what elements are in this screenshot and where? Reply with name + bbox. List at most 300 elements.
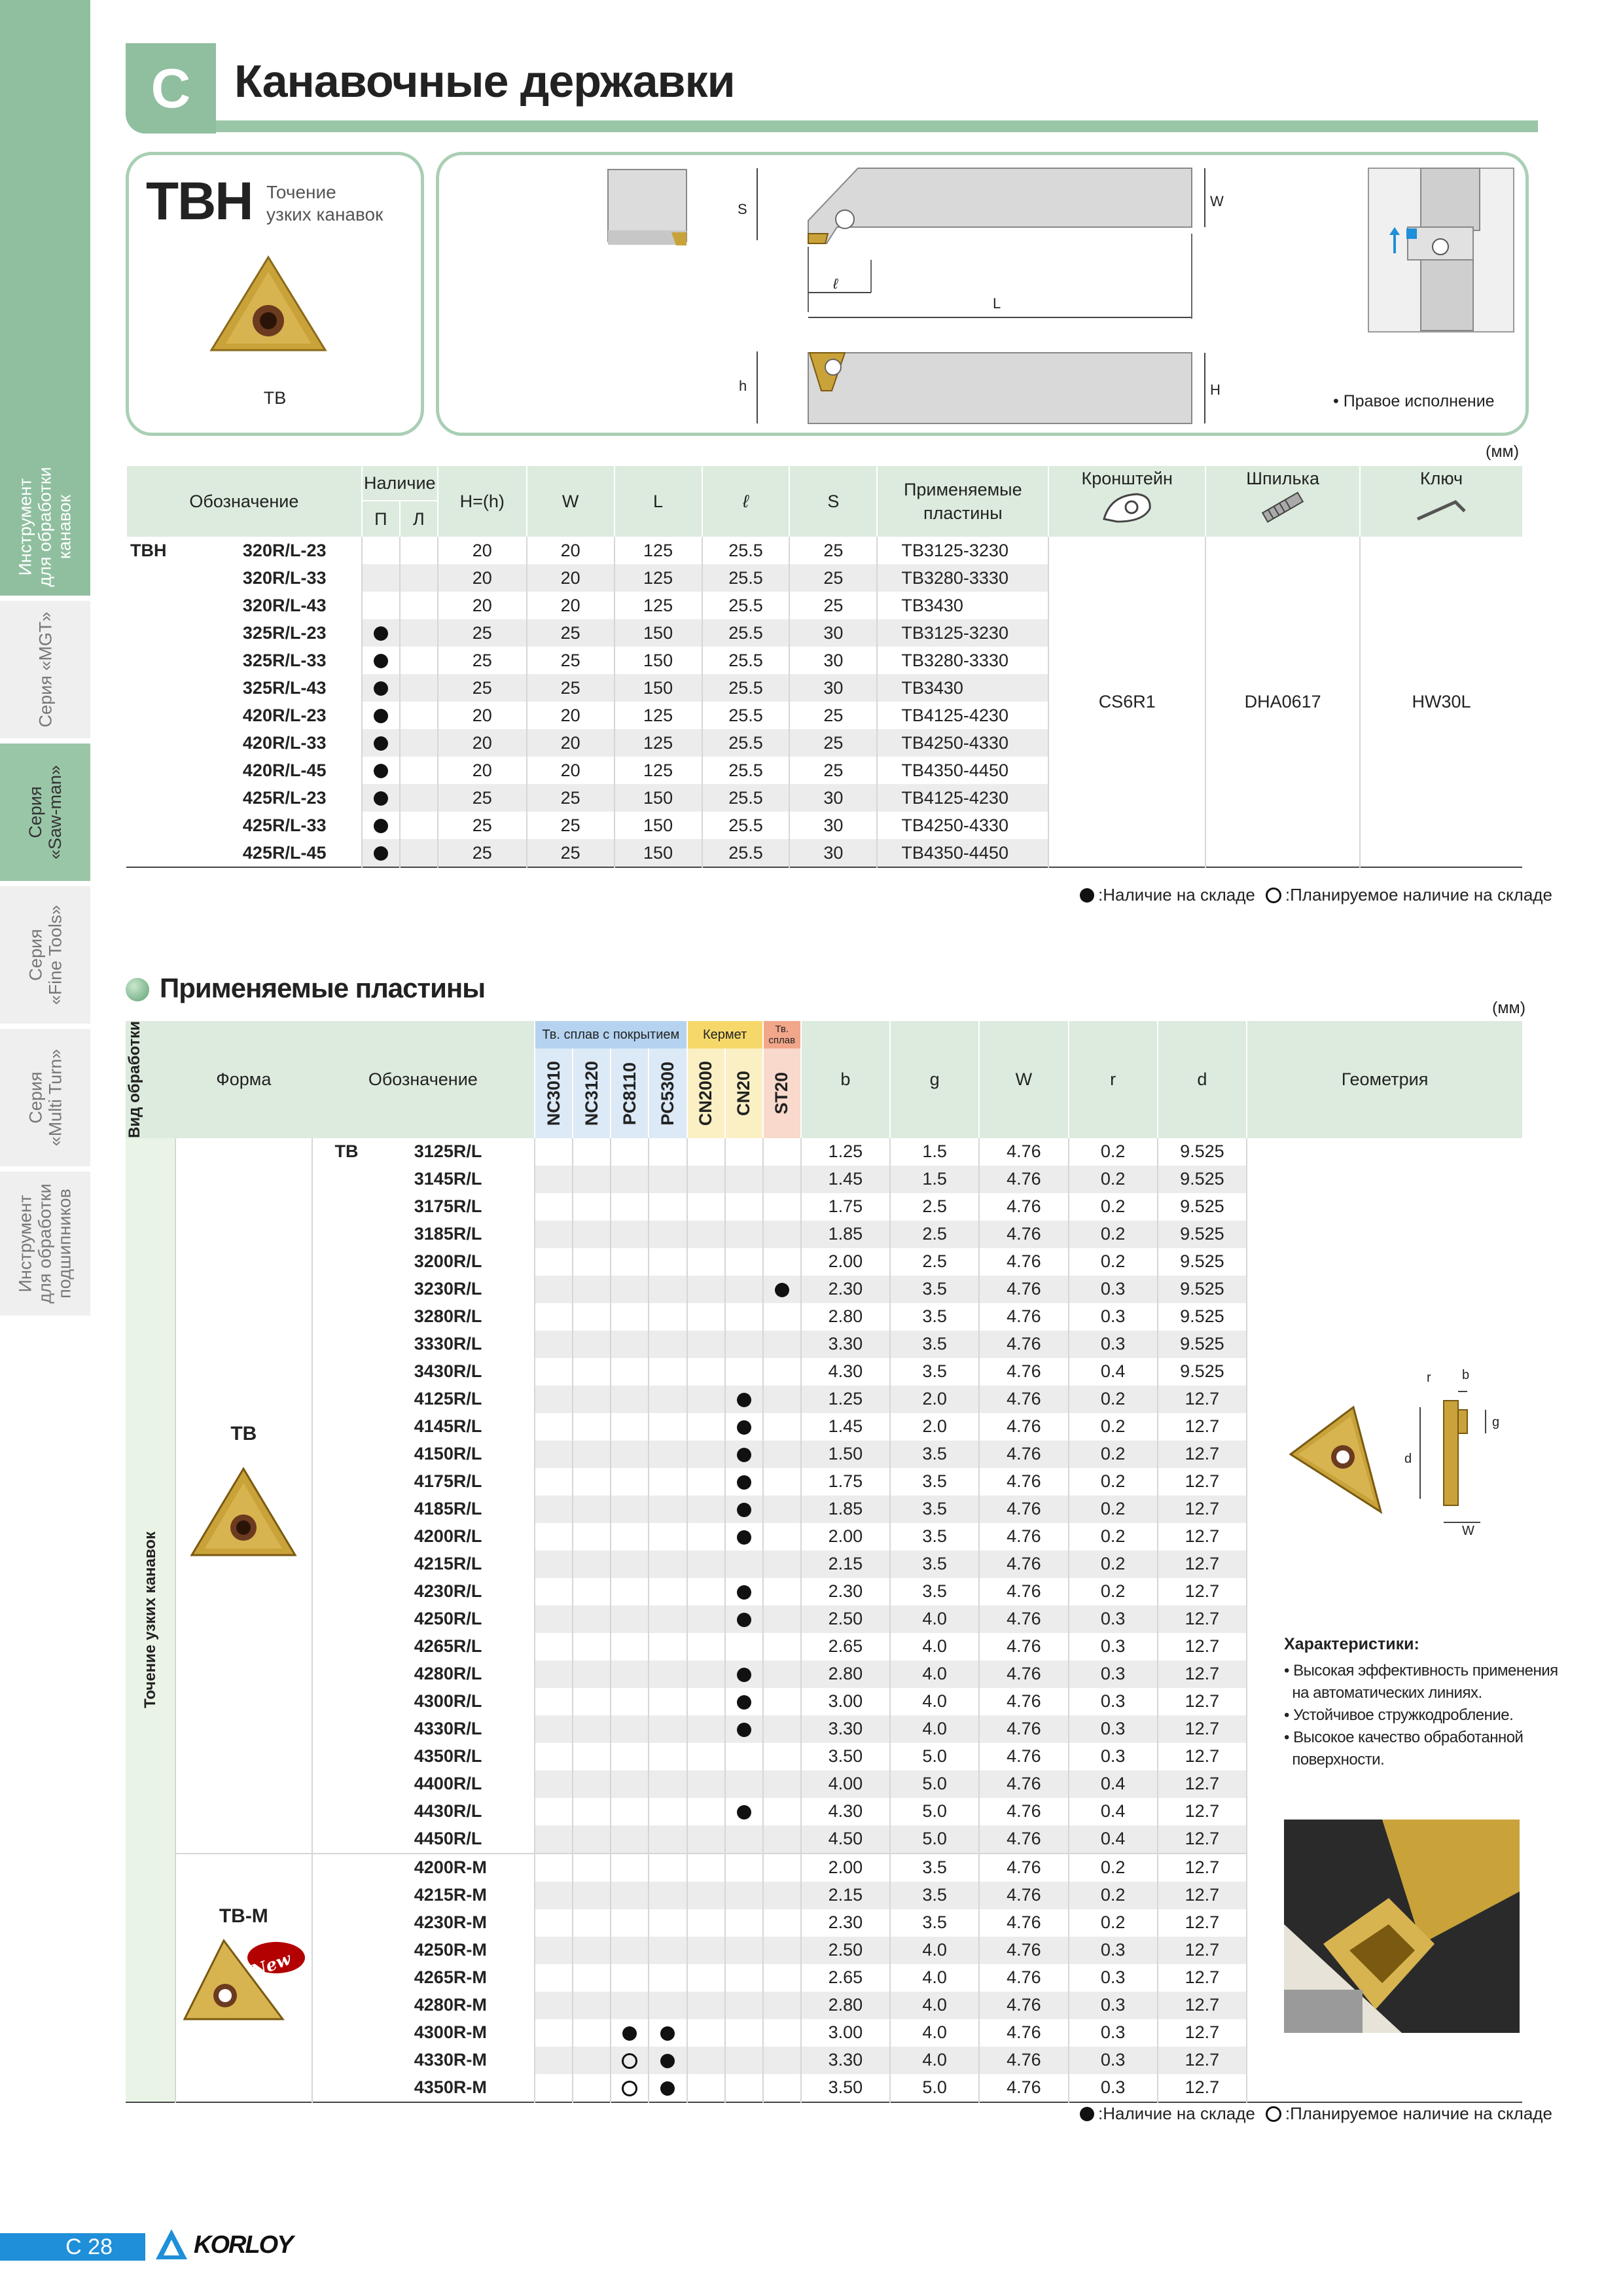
th-d: d [1158,1021,1247,1138]
grade-cell [725,1715,763,1743]
row-w2: 4.76 [979,1386,1068,1413]
row-g: 3.5 [890,1276,979,1303]
holder-table [126,466,1522,868]
in-stock-dot-icon [775,1283,789,1297]
row-g: 2.5 [890,1248,979,1276]
row-avail-p [362,674,400,702]
grade-cell [649,1715,687,1743]
row-w: 25 [527,839,615,867]
grade-cell [687,1605,725,1633]
grade-cell [649,1937,687,1964]
row-lsmall: 25.5 [702,674,790,702]
grade-cell [611,2047,649,2074]
grade-cell [611,1386,649,1413]
th-key-label: Ключ [1419,469,1463,488]
grade-cell [687,1578,725,1605]
row-w2: 4.76 [979,1358,1068,1386]
row-w: 20 [527,702,615,729]
grade-cell [763,2074,801,2102]
grade-cell [573,1798,611,1825]
row-d: 12.7 [1158,1825,1247,1854]
row-L: 150 [615,647,702,674]
grade-cell [649,1551,687,1578]
row-avail-l [400,784,438,812]
row-r: 0.3 [1069,1715,1158,1743]
row-d: 12.7 [1158,1633,1247,1660]
sidebar-tab-finetools[interactable] [0,886,90,1024]
grade-cell [687,1303,725,1331]
sidebar-tab-line: Инструмент [16,478,36,576]
row-code2: 4400R/L [414,1774,482,1794]
grade-cell [725,1660,763,1688]
grade-cell [763,1386,801,1413]
row-r: 0.3 [1069,2074,1158,2102]
row-r: 0.2 [1069,1468,1158,1496]
grade-cell [687,1496,725,1523]
grade-cell [611,1248,649,1276]
grade-label: NC3120 [581,1061,601,1126]
legend-ring-icon [1266,888,1281,903]
grade-cell [535,1882,573,1909]
sidebar-tab-line: Серия [26,1071,46,1124]
sidebar-tab-multiturn[interactable] [0,1029,90,1166]
row-d: 12.7 [1158,1743,1247,1770]
grade-cell [535,1523,573,1551]
row-d: 12.7 [1158,1441,1247,1468]
row-code2: 3430R/L [414,1361,482,1382]
in-stock-dot-icon [737,1695,751,1710]
th-S: S [789,466,877,537]
product-code: TBH [146,171,253,231]
sidebar-tab-sawman-text [26,765,65,859]
grade-cell [649,1468,687,1496]
row-prefix2 [312,1193,404,1221]
in-stock-dot-icon [374,791,388,806]
grade-cell [687,1660,725,1688]
row-code2: 3145R/L [414,1169,482,1189]
row-b: 2.00 [801,1523,890,1551]
row-prefix2 [312,1688,404,1715]
grade-cell [611,1715,649,1743]
row-g: 3.5 [890,1358,979,1386]
sidebar-tab-grooving[interactable] [0,0,90,458]
row-d: 12.7 [1158,1909,1247,1937]
grade-cell [687,1633,725,1660]
row-h: 20 [438,702,527,729]
grade-cell [535,1660,573,1688]
grade-cell [535,1248,573,1276]
insert-row [126,1138,1522,1166]
legend-stock: :Наличие на складе [1098,885,1255,905]
row-d: 12.7 [1158,1798,1247,1825]
geo-b: b [1462,1368,1470,1382]
grade-cell [611,1909,649,1937]
row-lsmall: 25.5 [702,592,790,619]
sidebar-tab-bearing[interactable] [0,1172,90,1316]
row-lsmall: 25.5 [702,757,790,784]
grade-cell [573,1992,611,2019]
grade-cell [611,1605,649,1633]
th-coated: Тв. сплав с покрытием [535,1021,687,1049]
grade-cell [649,1221,687,1248]
row-code: 325R/L-43 [242,677,327,698]
row-g: 4.0 [890,2019,979,2047]
planned-ring-icon [622,2053,637,2069]
legend-stock-2: :Наличие на складе [1098,2104,1255,2123]
sidebar-tab-mgt[interactable] [0,601,90,738]
legend-ring-icon [1266,2106,1281,2122]
grade-cell [725,1248,763,1276]
grade-cell [649,1358,687,1386]
grade-cell [535,2074,573,2102]
grade-cell [611,1770,649,1798]
grade-cell [725,1221,763,1248]
row-prefix2 [312,1633,404,1660]
sidebar-tab-line: «Fine Tools» [45,905,65,1005]
row-b: 2.80 [801,1660,890,1688]
grade-cell [649,1660,687,1688]
row-avail-p [362,812,400,839]
row-r: 0.2 [1069,1551,1158,1578]
sidebar-tab-line: для обработки [35,1183,56,1304]
th-designation: Обозначение [126,466,362,537]
row-w2: 4.76 [979,1688,1068,1715]
in-stock-dot-icon [737,1475,751,1490]
geo-g: g [1492,1415,1500,1429]
row-g: 3.5 [890,1551,979,1578]
grade-cell [763,1441,801,1468]
grade-cell [649,1688,687,1715]
row-code2: 4230R/L [414,1581,482,1602]
row-b: 1.50 [801,1441,890,1468]
row-h: 20 [438,729,527,757]
th-l: Л [400,501,438,537]
grade-cell [535,1551,573,1578]
grade-cell [687,1331,725,1358]
th-carbide: Тв. сплав [763,1021,801,1049]
grade-cell [573,2019,611,2047]
grade-cell [763,1688,801,1715]
grade-cell [573,1964,611,1992]
grade-cell [649,1413,687,1441]
grade-cell [725,1358,763,1386]
grade-cell [763,1854,801,1882]
row-code2: 4300R-M [414,2022,487,2043]
row-avail-p [362,619,400,647]
grade-cell [687,1882,725,1909]
row-d: 12.7 [1158,1551,1247,1578]
page-number [0,2233,145,2261]
row-inserts: TB4350-4450 [877,839,1048,867]
grade-cell [725,1825,763,1854]
grade-cell [649,1798,687,1825]
row-d: 12.7 [1158,1882,1247,1909]
grade-cell [649,1496,687,1523]
row-avail-l [400,729,438,757]
row-r: 0.4 [1069,1798,1158,1825]
kind-cell [126,1138,175,2102]
row-avail-l [400,674,438,702]
grade-cell [725,1331,763,1358]
grade-cell [763,1633,801,1660]
grade-cell [687,1715,725,1743]
grade-cell [687,1937,725,1964]
grade-cell [535,1992,573,2019]
bracket-icon [1097,489,1156,526]
th-inserts: Применяемые пластины [877,466,1048,537]
grade-cell [573,1882,611,1909]
grade-cell [725,1193,763,1221]
dim-w: W [1210,193,1224,209]
dim-s: S [738,201,747,217]
in-stock-dot-icon [660,2081,675,2096]
grade-label: CN20 [734,1071,754,1117]
row-w2: 4.76 [979,1770,1068,1798]
grade-cell [649,1825,687,1854]
row-prefix2 [312,1605,404,1633]
grade-cell [535,1854,573,1882]
grade-cell [573,1578,611,1605]
grade-cell [573,1248,611,1276]
row-L: 125 [615,757,702,784]
row-lsmall: 25.5 [702,564,790,592]
row-w2: 4.76 [979,1909,1068,1937]
row-r: 0.3 [1069,1633,1158,1660]
header-rule [216,120,1538,132]
grade-cell [649,1605,687,1633]
grade-cell [687,1468,725,1496]
row-g: 4.0 [890,1633,979,1660]
grade-cell [725,1303,763,1331]
row-w: 25 [527,674,615,702]
row-b: 4.00 [801,1770,890,1798]
grade-cell [763,1770,801,1798]
row-d: 9.525 [1158,1276,1247,1303]
grade-cell [611,1166,649,1193]
row-b: 4.50 [801,1825,890,1854]
row-lsmall: 25.5 [702,647,790,674]
row-b: 2.65 [801,1633,890,1660]
grade-cell [763,1964,801,1992]
grade-cell [725,1937,763,1964]
row-r: 0.3 [1069,1992,1158,2019]
grade-cell [611,1551,649,1578]
grade-cell [725,1138,763,1166]
grade-cell [573,1633,611,1660]
row-L: 150 [615,784,702,812]
row-r: 0.3 [1069,1605,1158,1633]
grade-cell [573,1276,611,1303]
row-prefix2 [312,1248,404,1276]
row-code2: 4450R/L [414,1829,482,1849]
row-g: 3.5 [890,1331,979,1358]
grade-cell [611,1468,649,1496]
row-d: 12.7 [1158,1715,1247,1743]
row-prefix2 [312,1660,404,1688]
row-prefix: TBH [130,540,167,560]
grade-cell [725,1770,763,1798]
grade-cell [763,1660,801,1688]
row-code2: 4350R/L [414,1746,482,1767]
row-w2: 4.76 [979,1825,1068,1854]
row-w2: 4.76 [979,1660,1068,1688]
row-prefix2 [312,1496,404,1523]
th-designation2: Обозначение [312,1021,535,1138]
row-g: 5.0 [890,1743,979,1770]
th-pin-label: Шпилька [1246,469,1319,488]
row-prefix2 [312,1303,404,1331]
grade-cell [573,1937,611,1964]
row-prefix2 [312,1276,404,1303]
grade-cell [649,1578,687,1605]
row-lsmall: 25.5 [702,729,790,757]
row-w2: 4.76 [979,1496,1068,1523]
row-r: 0.2 [1069,1909,1158,1937]
row-g: 3.5 [890,1523,979,1551]
grade-cell [649,1523,687,1551]
grade-cell [573,1193,611,1221]
grade-cell [649,1770,687,1798]
row-w2: 4.76 [979,1798,1068,1825]
grade-cell [573,1468,611,1496]
grade-cell [611,1578,649,1605]
row-b: 1.25 [801,1386,890,1413]
grade-cell [725,1854,763,1882]
grade-cell [535,2047,573,2074]
row-w2: 4.76 [979,1248,1068,1276]
insert-image [206,252,330,363]
row-code: 325R/L-33 [242,650,327,670]
grade-cell [611,1743,649,1770]
row-code: 425R/L-23 [242,787,327,808]
row-code: 320R/L-23 [242,540,327,560]
row-b: 1.45 [801,1166,890,1193]
row-b: 3.30 [801,1331,890,1358]
row-prefix2 [312,1854,404,1882]
in-stock-dot-icon [374,626,388,641]
grade-cell [687,1221,725,1248]
grade-cell [687,1413,725,1441]
row-L: 125 [615,564,702,592]
th-geometry: Геометрия [1247,1021,1522,1138]
row-code: 425R/L-45 [242,842,327,863]
grade-cell [725,1578,763,1605]
row-L: 150 [615,674,702,702]
row-r: 0.2 [1069,1138,1158,1166]
grade-cell [649,1276,687,1303]
row-g: 2.0 [890,1413,979,1441]
row-code2: 4215R/L [414,1554,482,1574]
grade-cell [611,1193,649,1221]
grade-cell [611,1276,649,1303]
row-avail-p [362,647,400,674]
row-avail-p [362,757,400,784]
grade-cell [611,1138,649,1166]
planned-ring-icon [622,2081,637,2096]
grade-cell [535,1413,573,1441]
grade-cell [725,1551,763,1578]
grade-cell [535,1386,573,1413]
row-inserts: TB3125-3230 [877,537,1048,564]
grade-header [725,1049,763,1138]
row-w2: 4.76 [979,1551,1068,1578]
in-stock-dot-icon [374,681,388,696]
grade-cell [687,1523,725,1551]
grade-cell [649,1138,687,1166]
grade-cell [687,1770,725,1798]
row-d: 12.7 [1158,1523,1247,1551]
legend-planned: :Планируемое наличие на складе [1285,885,1552,905]
row-s: 25 [789,564,877,592]
row-code2: 3230R/L [414,1279,482,1299]
features-list [1284,1660,1558,1771]
grade-cell [611,1413,649,1441]
row-w2: 4.76 [979,1605,1068,1633]
row-b: 1.25 [801,1138,890,1166]
grade-cell [649,1854,687,1882]
grade-cell [725,1882,763,1909]
row-code2: 4330R/L [414,1719,482,1739]
grade-header [535,1049,573,1138]
row-L: 150 [615,619,702,647]
table2-unit: (мм) [1492,999,1526,1017]
sidebar-tab-sawman[interactable] [0,744,90,881]
row-code: 320R/L-43 [242,595,327,615]
row-w2: 4.76 [979,1303,1068,1331]
machining-photo [1284,1820,1520,2033]
grade-label: NC3010 [543,1061,563,1126]
row-prefix2 [312,1964,404,1992]
row-code2: 3280R/L [414,1306,482,1327]
grade-cell [649,1633,687,1660]
grade-cell [649,1166,687,1193]
row-r: 0.2 [1069,1854,1158,1882]
dim-l-small: ℓ [833,276,838,292]
grade-cell [573,1825,611,1854]
row-r: 0.2 [1069,1578,1158,1605]
grade-cell [687,1276,725,1303]
row-b: 1.45 [801,1413,890,1441]
grade-cell [763,1798,801,1825]
row-d: 9.525 [1158,1303,1247,1331]
grade-cell [535,1605,573,1633]
row-h: 20 [438,537,527,564]
row-g: 5.0 [890,1798,979,1825]
row-code2: 4185R/L [414,1499,482,1519]
row-prefix2: TB [312,1138,404,1166]
grade-cell [573,1909,611,1937]
sidebar-tab-grooving-label[interactable] [0,458,90,596]
grade-cell [535,1909,573,1937]
row-prefix2 [312,1743,404,1770]
row-b: 2.30 [801,1276,890,1303]
row-code2: 4175R/L [414,1471,482,1492]
grade-cell [573,1523,611,1551]
row-d: 12.7 [1158,1992,1247,2019]
grade-cell [725,1964,763,1992]
th-h: H=(h) [438,466,527,537]
row-g: 5.0 [890,1770,979,1798]
row-h: 25 [438,784,527,812]
grade-cell [611,1303,649,1331]
row-b: 2.00 [801,1854,890,1882]
grade-cell [687,1193,725,1221]
row-prefix2 [312,2019,404,2047]
sidebar-tab-line: Серия [26,786,46,838]
row-inserts: TB3430 [877,592,1048,619]
grade-cell [535,1743,573,1770]
form-tb-label: TB [230,1423,257,1445]
